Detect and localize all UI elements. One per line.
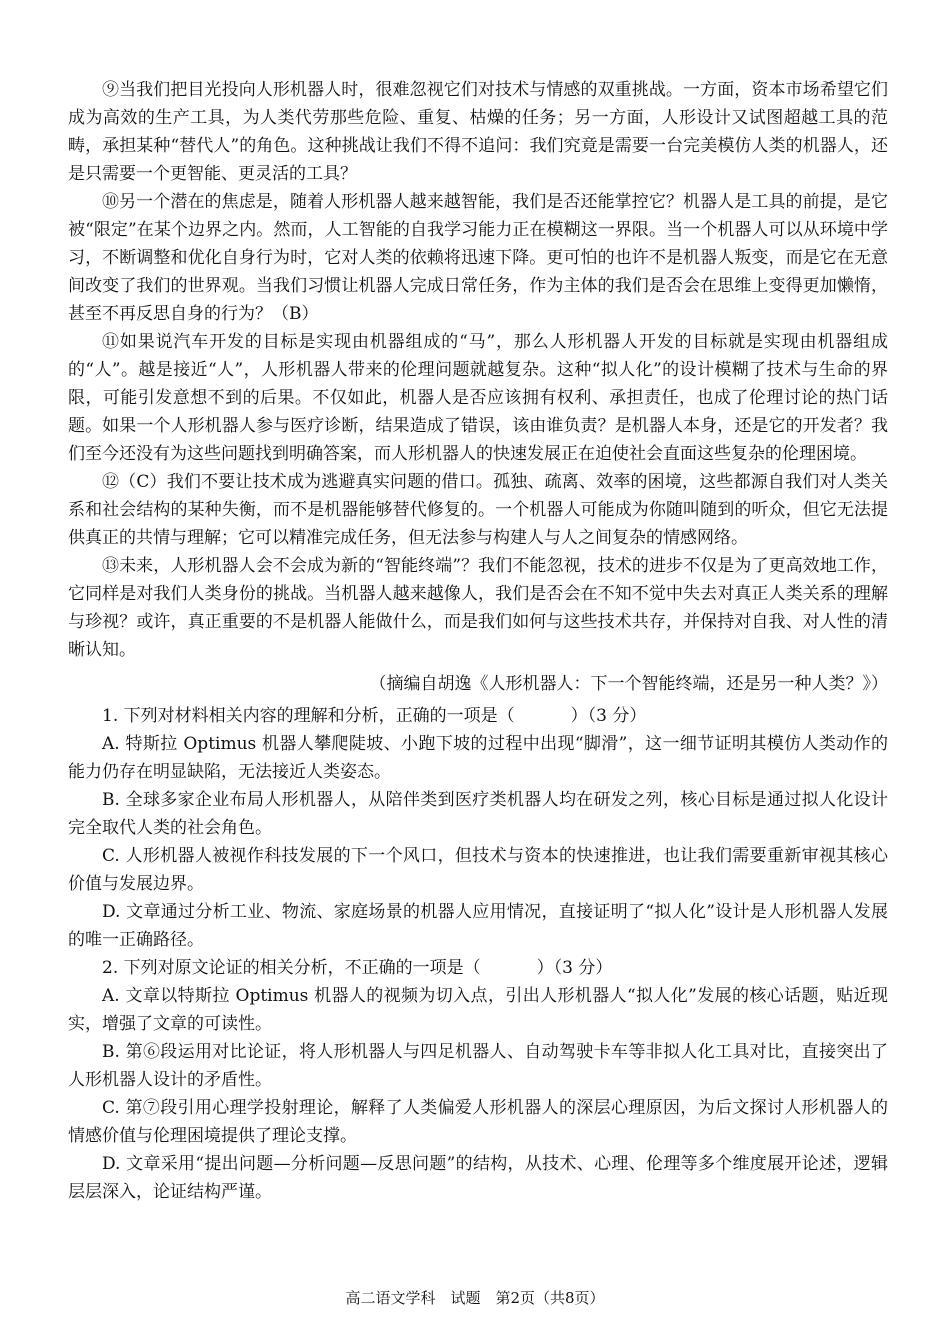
- question-1-stem-before: 1. 下列对材料相关内容的理解和分析，正确的一项是（: [102, 706, 515, 726]
- question-2-option-a: A. 文章以特斯拉 Optimus 机器人的视频为切入点，引出人形机器人“拟人化”发展的核心话题，贴近现实，增强了文章的可读性。: [68, 986, 888, 1034]
- question-2-stem-after: ）（3 分）: [536, 958, 613, 978]
- paragraph-12: ⑫（C）我们不要让技术成为逃避真实问题的借口。孤独、疏离、效率的困境，这些都源自我们对人类关系和社会结构的某种失衡，而不是机器能够替代修复的。一个机器人可能成为你随叫随到的听众，但它无法提供真正的共情与理解；它可以精准完成任务，但无法参与构建人与人之间复杂的情感网络。: [68, 472, 888, 548]
- paragraph-11: ⑪如果说汽车开发的目标是实现由机器组成的“马”，那么人形机器人开发的目标就是实现由机器组成的“人”。越是接近“人”，人形机器人带来的伦理问题就越复杂。这种“拟人化”的设计模糊了技术与生命的界限，可能引发意想不到的后果。不仅如此，机器人是否应该拥有权利、承担责任，也成了伦理讨论的热门话题。如果一个人形机器人参与医疗诊断，结果造成了错误，该由谁负责？是机器人本身，还是它的开发者？我们至今还没有为这些问题找到明确答案，而人形机器人的快速发展正在迫使社会直面这些复杂的伦理困境。: [68, 332, 888, 464]
- question-1-option-b: B. 全球多家企业布局人形机器人，从陪伴类到医疗类机器人均在研发之列，核心目标是通过拟人化设计完全取代人类的社会角色。: [68, 790, 888, 838]
- question-2-option-c: C. 第⑦段引用心理学投射理论，解释了人类偏爱人形机器人的深层心理原因，为后文探讨人形机器人的情感价值与伦理困境提供了理论支撑。: [68, 1098, 888, 1146]
- question-2-option-b: B. 第⑥段运用对比论证，将人形机器人与四足机器人、自动驾驶卡车等非拟人化工具对比，直接突出了人形机器人设计的矛盾性。: [68, 1042, 888, 1090]
- page-footer: 高二语文学科 试题 第2页（共8页）: [345, 1289, 605, 1307]
- question-1-option-a: A. 特斯拉 Optimus 机器人攀爬陡坡、小跑下坡的过程中出现“脚滑”，这一细节证明其模仿人类动作的能力仍存在明显缺陷，无法接近人类姿态。: [68, 734, 888, 782]
- question-1-option-c: C. 人形机器人被视作科技发展的下一个风口，但技术与资本的快速推进，也让我们需要重新审视其核心价值与发展边界。: [68, 846, 888, 894]
- paragraph-13: ⑬未来，人形机器人会不会成为新的“智能终端”？我们不能忽视，技术的进步不仅是为了更高效地工作，它同样是对我们人类身份的挑战。当机器人越来越像人，我们是否会在不知不觉中失去对真正人类关系的理解与珍视？或许，真正重要的不是机器人能做什么，而是我们如何与这些技术共存，并保持对自我、对人性的清晰认知。: [68, 556, 888, 660]
- source-citation: （摘编自胡逸《人形机器人：下一个智能终端，还是另一种人类？》）: [369, 674, 888, 694]
- question-1-option-d: D. 文章通过分析工业、物流、家庭场景的机器人应用情况，直接证明了“拟人化”设计是人形机器人发展的唯一正确路径。: [68, 902, 888, 950]
- document-page: [68, 76, 888, 1206]
- paragraph-9: ⑨当我们把目光投向人形机器人时，很难忽视它们对技术与情感的双重挑战。一方面，资本市场希望它们成为高效的生产工具，为人类代劳那些危险、重复、枯燥的任务；另一方面，人形设计又试图超越工具的范畴，承担某种“替代人”的角色。这种挑战让我们不得不追问：我们究竟是需要一台完美模仿人类的机器人，还是只需要一个更智能、更灵活的工具？: [68, 80, 888, 184]
- question-2-stem-before: 2. 下列对原文论证的相关分析，不正确的一项是（: [102, 958, 481, 978]
- question-1-stem-after: ）（3 分）: [570, 706, 647, 726]
- question-1-stem: [68, 702, 888, 730]
- question-2-option-d: D. 文章采用“提出问题—分析问题—反思问题”的结构，从技术、心理、伦理等多个维度展开论述，逻辑层层深入，论证结构严谨。: [68, 1154, 888, 1202]
- question-2-stem: [68, 954, 888, 982]
- paragraph-10: ⑩另一个潜在的焦虑是，随着人形机器人越来越智能，我们是否还能掌控它？机器人是工具的前提，是它被“限定”在某个边界之内。然而，人工智能的自我学习能力正在模糊这一界限。当一个机器人可以从环境中学习，不断调整和优化自身行为时，它对人类的依赖将迅速下降。更可怕的也许不是机器人叛变，而是它在无意间改变了我们的世界观。当我们习惯让机器人完成日常任务，作为主体的我们是否会在思维上变得更加懒惰，甚至不再反思自身的行为？（B）: [68, 192, 888, 324]
